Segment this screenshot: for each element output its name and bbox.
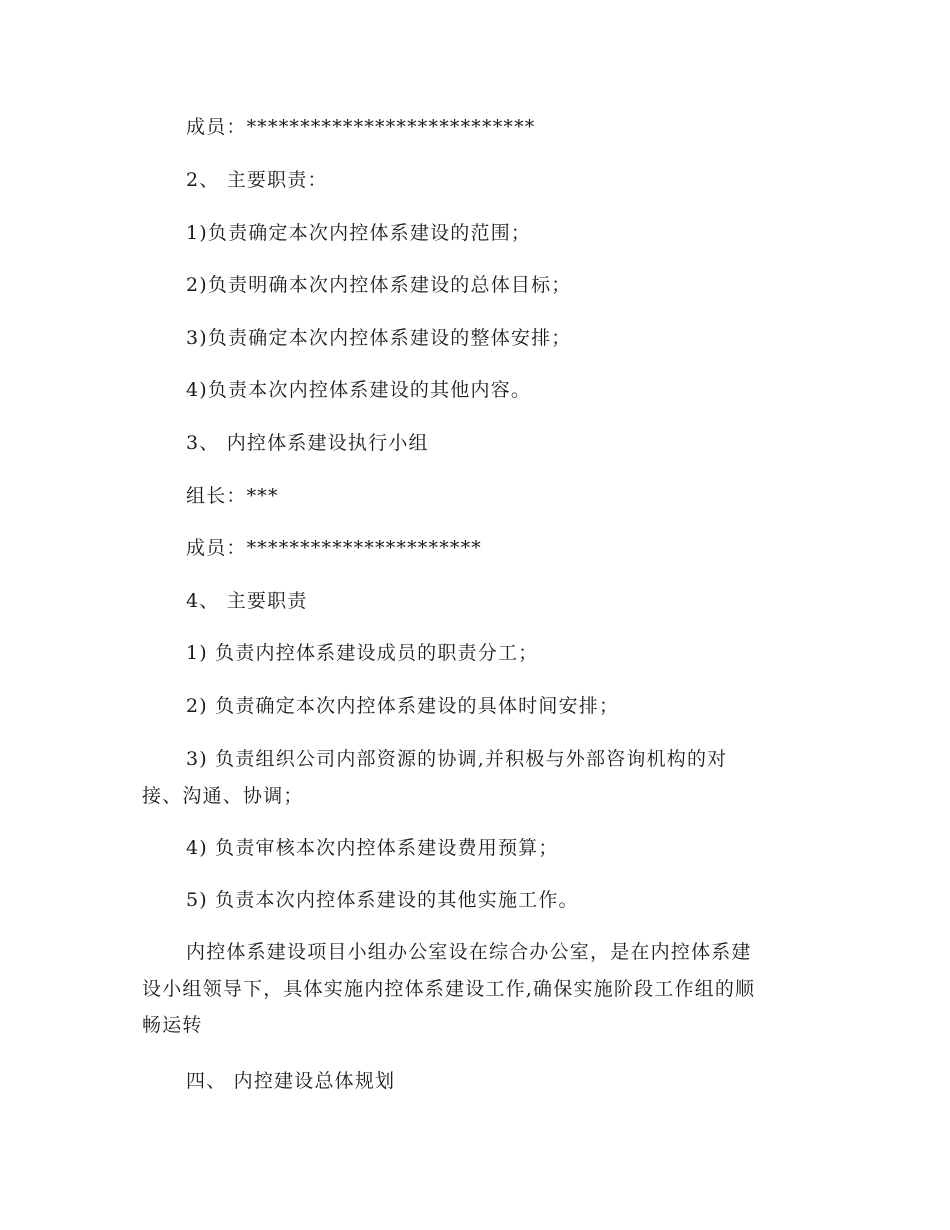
section-2-heading: 2、 主要职责：: [186, 169, 328, 191]
exec-duty-item-1: 1) 负责内控体系建设成员的职责分工；: [186, 642, 539, 664]
duty-item-3: 3)负责确定本次内控体系建设的整体安排；: [186, 327, 572, 349]
members-line-1: 成员：***************************: [186, 116, 536, 138]
exec-duty-item-3-cont: 接、沟通、协调；: [142, 785, 304, 807]
duty-item-4: 4)负责本次内控体系建设的其他内容。: [186, 379, 532, 401]
section-3-heading: 3、 内控体系建设执行小组: [186, 432, 429, 454]
exec-duty-item-5: 5) 负责本次内控体系建设的其他实施工作。: [186, 889, 579, 911]
office-paragraph-line-3: 畅运转: [142, 1014, 203, 1036]
section-four-heading: 四、 内控建设总体规划: [186, 1070, 396, 1092]
exec-duty-item-4: 4) 负责审核本次内控体系建设费用预算；: [186, 837, 559, 859]
office-paragraph-line-1: 内控体系建设项目小组办公室设在综合办公室，是在内控体系建: [186, 941, 752, 963]
duty-item-1: 1)负责确定本次内控体系建设的范围；: [186, 222, 532, 244]
office-paragraph-line-2: 设小组领导下，具体实施内控体系建设工作,确保实施阶段工作组的顺: [142, 978, 756, 1000]
section-4-heading: 4、 主要职责: [186, 590, 308, 612]
duty-item-2: 2)负责明确本次内控体系建设的总体目标；: [186, 274, 572, 296]
leader-line: 组长：***: [186, 485, 279, 507]
exec-duty-item-3: 3) 负责组织公司内部资源的协调,并积极与外部咨询机构的对: [186, 748, 728, 770]
members-line-2: 成员：**********************: [186, 537, 483, 559]
exec-duty-item-2: 2) 负责确定本次内控体系建设的具体时间安排；: [186, 695, 620, 717]
